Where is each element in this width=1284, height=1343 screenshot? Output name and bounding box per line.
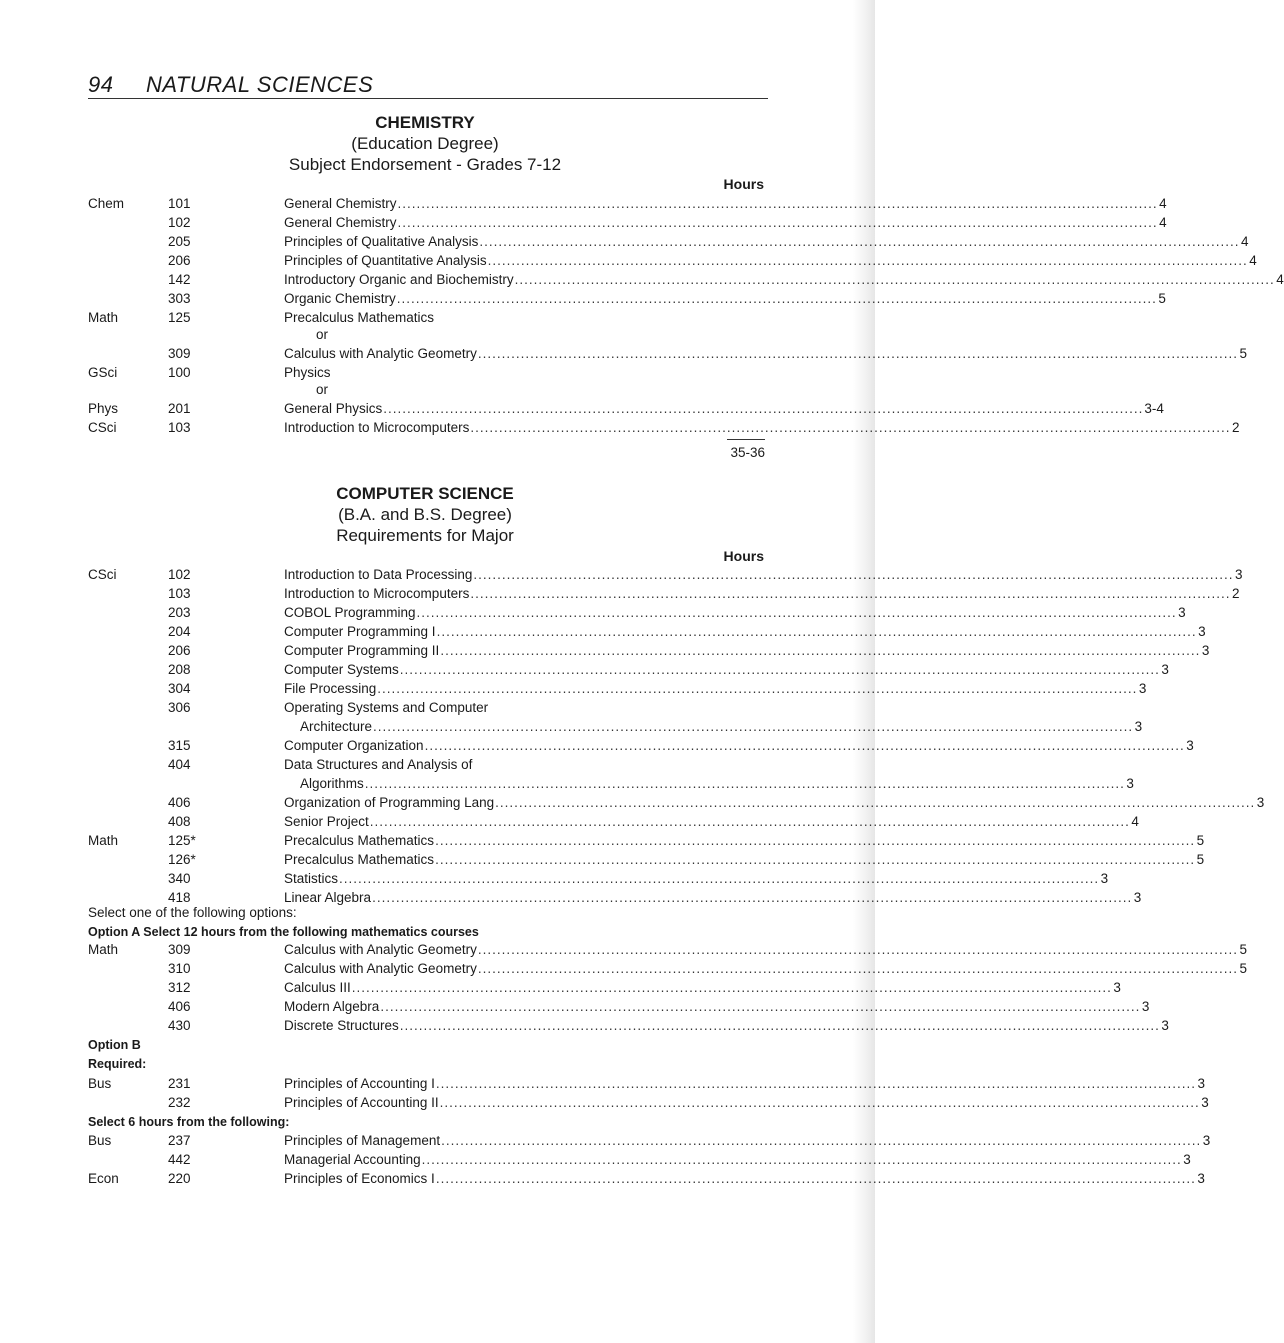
course-row [0,814,1139,833]
course-title: Senior Project [284,814,369,829]
dot-leader: ................................................................................................................................................................ [439,1095,1200,1110]
course-title: Principles of Economics I [284,1171,435,1186]
course-dept: Econ [88,1171,119,1186]
chemistry-subtitle: Subject Endorsement - Grades 7-12 [288,155,562,174]
dot-leader: ................................................................................................................................................................ [369,814,1130,829]
course-hours: 3 [1183,1152,1191,1167]
course-hours: 3 [1161,662,1169,677]
cs-subtitle: Requirements for Major [336,526,514,545]
course-hours: 3 [1186,738,1194,753]
course-row [0,310,875,329]
course-title: Physics [284,365,331,380]
dot-leader: ................................................................................................................................................................ [364,776,1125,791]
dot-leader: ................................................................................................................................................................ [435,1171,1196,1186]
course-number: 312 [168,980,191,995]
course-row [0,586,1240,605]
course-number: 310 [168,961,191,976]
course-number: 231 [168,1076,191,1091]
course-number: 102 [168,215,191,230]
dot-leader: ................................................................................................................................................................ [399,662,1160,677]
course-title: Principles of Management [284,1133,441,1148]
course-row [0,567,1243,586]
course-hours: 2 [1231,586,1240,601]
dot-leader: ................................................................................................................................................................ [477,961,1238,976]
course-number: 220 [168,1171,191,1186]
course-row [0,365,875,384]
course-hours: 3 [1133,890,1142,905]
course-row [0,215,1167,234]
course-number: 340 [168,871,191,886]
course-row [0,662,1169,681]
course-row [0,961,1247,980]
course-dept: Chem [88,196,125,211]
course-hours: 3 [1141,999,1150,1014]
course-row [0,795,1265,814]
course-title: Operating Systems and Computer [284,700,489,715]
course-number: 408 [168,814,191,829]
chemistry-title: CHEMISTRY [375,113,475,132]
course-hours: 3 [1234,567,1243,582]
course-number: 142 [168,272,191,287]
course-hours: 4 [1159,215,1167,230]
course-number: 303 [168,291,191,306]
course-number: 232 [168,1095,191,1110]
course-title: Algorithms [300,776,364,791]
dot-leader: ................................................................................................................................................................ [473,567,1234,582]
course-row [0,401,1164,420]
dot-leader: ................................................................................................................................................................ [416,605,1177,620]
dot-leader: ................................................................................................................................................................ [377,681,1138,696]
select-six-label: Select 6 hours from the following: [88,1115,290,1129]
course-hours: 2 [1231,420,1240,435]
course-number: 126* [168,852,196,867]
course-number: 100 [168,365,191,380]
course-row-continuation [0,719,1143,738]
course-row [0,738,1194,757]
course-title: Precalculus Mathematics [284,310,435,325]
course-dept: CSci [88,420,117,435]
course-hours: 4 [1240,234,1249,249]
dot-leader: ................................................................................................................................................................ [479,234,1240,249]
chemistry-total-hours: 35-36 [730,445,765,460]
course-title: Principles of Accounting I [284,1076,435,1091]
course-row [0,605,1186,624]
page-header [88,66,768,99]
course-hours: 5 [1196,833,1205,848]
course-number: 125* [168,833,196,848]
course-row [0,253,1257,272]
course-hours: 5 [1239,346,1247,361]
course-title: Computer Organization [284,738,424,753]
course-number: 404 [168,757,191,772]
course-row [0,1171,1205,1190]
course-title: File Processing [284,681,377,696]
total-rule [727,439,765,440]
dot-leader: ................................................................................................................................................................ [373,719,1134,734]
course-title: Introduction to Data Processing [284,567,473,582]
course-title: Precalculus Mathematics [284,833,435,848]
dot-leader: ................................................................................................................................................................ [440,643,1201,658]
course-number: 102 [168,567,191,582]
dot-leader: ................................................................................................................................................................ [487,253,1248,268]
course-number: 103 [168,420,191,435]
course-number: 206 [168,643,191,658]
course-hours: 5 [1158,291,1166,306]
course-hours: 3 [1161,1018,1169,1033]
course-title: Calculus III [284,980,351,995]
course-number: 418 [168,890,191,905]
running-title: NATURAL SCIENCES [146,72,374,97]
course-title: COBOL Programming [284,605,416,620]
course-hours: 3 [1201,643,1210,658]
dot-leader: ................................................................................................................................................................ [477,346,1238,361]
course-number: 442 [168,1152,191,1167]
dot-leader: ................................................................................................................................................................ [421,1152,1182,1167]
course-dept: Bus [88,1076,112,1091]
or-label: or [316,382,329,397]
course-row [0,1095,1209,1114]
dot-leader: ................................................................................................................................................................ [424,738,1185,753]
course-number: 125 [168,310,191,325]
course-row [0,196,1167,215]
dot-leader: ................................................................................................................................................................ [495,795,1256,810]
course-number: 205 [168,234,191,249]
course-row-continuation [0,776,1134,795]
course-hours: 3 [1134,719,1143,734]
course-row [0,1018,1169,1037]
course-row [0,624,1206,643]
dot-leader: ................................................................................................................................................................ [435,833,1196,848]
course-hours: 4 [1276,272,1284,287]
dot-leader: ................................................................................................................................................................ [435,1076,1196,1091]
course-title: Linear Algebra [284,890,372,905]
dot-leader: ................................................................................................................................................................ [399,1018,1160,1033]
course-title: Introduction to Microcomputers [284,420,470,435]
course-dept: CSci [88,567,117,582]
course-number: 406 [168,795,191,810]
dot-leader: ................................................................................................................................................................ [351,980,1112,995]
cs-hours-header: Hours [723,548,764,564]
course-number: 430 [168,1018,191,1033]
course-title: Architecture [300,719,373,734]
dot-leader: ................................................................................................................................................................ [477,942,1238,957]
course-row [0,700,875,719]
course-hours: 4 [1159,196,1167,211]
page-number: 94 [88,72,114,97]
course-dept: Math [88,942,119,957]
course-hours: 5 [1196,852,1205,867]
course-title: Computer Programming II [284,643,440,658]
course-title: Principles of Quantitative Analysis [284,253,487,268]
course-row [0,833,1205,852]
course-title: General Chemistry [284,196,397,211]
course-title: Discrete Structures [284,1018,399,1033]
option-a-heading: Option A Select 12 hours from the following mathematics courses [88,925,479,939]
dot-leader: ................................................................................................................................................................ [514,272,1275,287]
course-dept: Math [88,833,119,848]
course-row [0,1152,1191,1171]
course-title: General Physics [284,401,383,416]
chemistry-hours-header: Hours [723,176,764,192]
dot-leader: ................................................................................................................................................................ [470,420,1231,435]
select-options-text: Select one of the following options: [88,905,297,920]
course-hours: 5 [1239,942,1247,957]
course-title: Introductory Organic and Biochemistry [284,272,514,287]
course-row [0,291,1166,310]
dot-leader: ................................................................................................................................................................ [436,624,1197,639]
dot-leader: ................................................................................................................................................................ [441,1133,1202,1148]
course-title: Introduction to Microcomputers [284,586,470,601]
course-row [0,272,1284,291]
course-hours: 3 [1138,681,1147,696]
cs-title: COMPUTER SCIENCE [336,484,514,503]
dot-leader: ................................................................................................................................................................ [372,890,1133,905]
course-title: Precalculus Mathematics [284,852,435,867]
course-number: 203 [168,605,191,620]
course-title: Managerial Accounting [284,1152,421,1167]
course-hours: 3 [1201,1095,1209,1110]
course-row [0,681,1147,700]
course-title: Statistics [284,871,339,886]
course-title: Modern Algebra [284,999,380,1014]
course-row [0,852,1205,871]
course-hours: 3 [1178,605,1186,620]
course-hours: 3 [1100,871,1109,886]
course-hours: 3 [1126,776,1134,791]
course-row [0,757,875,776]
dot-leader: ................................................................................................................................................................ [397,215,1158,230]
course-dept: Math [88,310,119,325]
course-row [0,999,1150,1018]
course-title: Organization of Programming Lang [284,795,495,810]
course-title: Computer Systems [284,662,399,677]
dot-leader: ................................................................................................................................................................ [380,999,1141,1014]
course-hours: 3 [1202,1133,1211,1148]
course-title: General Chemistry [284,215,397,230]
course-title: Calculus with Analytic Geometry [284,942,477,957]
course-dept: GSci [88,365,118,380]
course-hours: 3 [1256,795,1265,810]
dot-leader: ................................................................................................................................................................ [397,196,1158,211]
course-number: 204 [168,624,191,639]
dot-leader: ................................................................................................................................................................ [383,401,1144,416]
course-number: 201 [168,401,191,416]
course-hours: 4 [1249,253,1257,268]
dot-leader: ................................................................................................................................................................ [339,871,1100,886]
course-title: Computer Programming I [284,624,436,639]
course-number: 406 [168,999,191,1014]
course-number: 208 [168,662,191,677]
course-row [0,980,1121,999]
course-title: Calculus with Analytic Geometry [284,346,477,361]
course-number: 306 [168,700,191,715]
course-row [0,346,1247,365]
required-label: Required: [88,1057,147,1071]
or-label: or [316,327,329,342]
course-number: 304 [168,681,191,696]
course-number: 309 [168,346,191,361]
dot-leader: ................................................................................................................................................................ [470,586,1231,601]
course-row [0,871,1109,890]
course-row [0,420,1240,439]
dot-leader: ................................................................................................................................................................ [396,291,1157,306]
course-hours: 3 [1198,624,1206,639]
course-title: Principles of Accounting II [284,1095,439,1110]
course-hours: 5 [1239,961,1247,976]
course-hours: 3-4 [1144,401,1164,416]
course-row [0,1076,1205,1095]
course-title: Data Structures and Analysis of [284,757,473,772]
course-row [0,643,1210,662]
course-row [0,942,1247,961]
course-row [0,1133,1211,1152]
course-row [0,234,1249,253]
course-dept: Phys [88,401,119,416]
course-hours: 3 [1113,980,1121,995]
course-number: 309 [168,942,191,957]
course-title: Principles of Qualitative Analysis [284,234,479,249]
course-hours: 3 [1197,1171,1205,1186]
course-number: 103 [168,586,191,601]
course-hours: 4 [1131,814,1139,829]
course-title: Organic Chemistry [284,291,396,306]
chemistry-degree: (Education Degree) [351,134,499,153]
cs-degree: (B.A. and B.S. Degree) [338,505,512,524]
course-number: 101 [168,196,191,211]
option-b-heading: Option B [88,1038,141,1052]
course-number: 206 [168,253,191,268]
course-number: 315 [168,738,191,753]
dot-leader: ................................................................................................................................................................ [435,852,1196,867]
course-hours: 3 [1197,1076,1205,1091]
course-title: Calculus with Analytic Geometry [284,961,477,976]
course-dept: Bus [88,1133,112,1148]
course-number: 237 [168,1133,191,1148]
